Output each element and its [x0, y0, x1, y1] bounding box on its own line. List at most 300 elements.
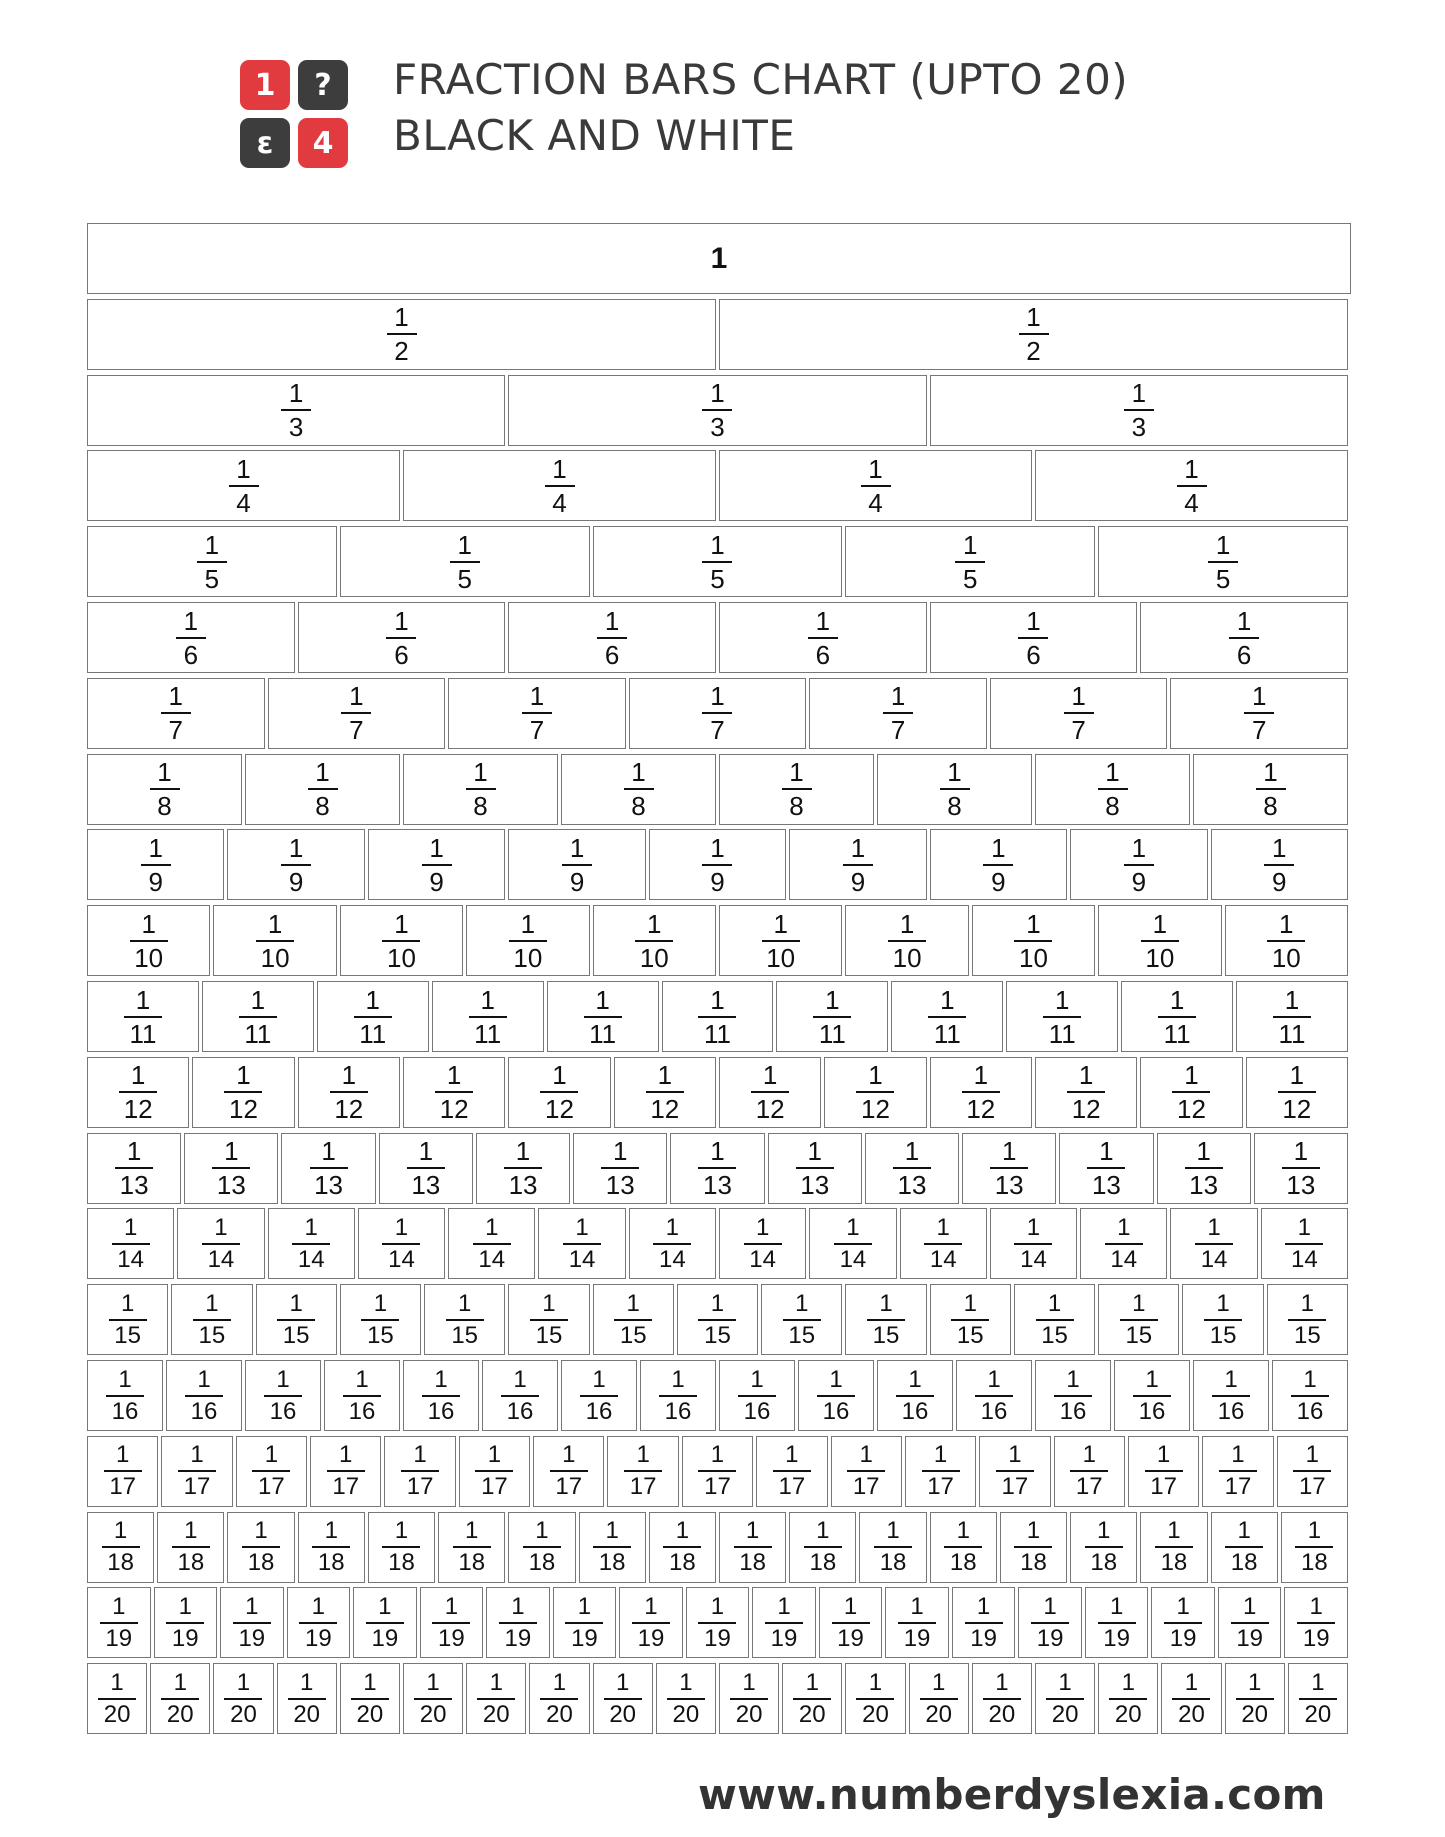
- fraction-denominator: 16: [348, 1397, 376, 1425]
- fraction-numerator: 1: [304, 1213, 318, 1241]
- fraction-label: [940, 757, 970, 822]
- fraction-numerator: 1: [710, 1441, 725, 1469]
- fraction-cell: [859, 1512, 926, 1583]
- fraction-denominator: 11: [1278, 1018, 1306, 1049]
- fraction-label: [1133, 1365, 1171, 1425]
- fraction-denominator: 19: [1036, 1624, 1064, 1652]
- fraction-label: [965, 1592, 1003, 1652]
- fraction-label: [501, 1365, 539, 1425]
- fraction-numerator: 1: [394, 605, 409, 636]
- fraction-cell: [686, 1587, 750, 1658]
- fraction-numerator: 1: [647, 908, 662, 939]
- fraction-cell: [368, 829, 505, 900]
- fraction-cell: [87, 1208, 174, 1279]
- fraction-numerator: 1: [236, 1060, 251, 1091]
- fraction-line: [730, 1698, 768, 1700]
- fraction-cell: [990, 678, 1168, 749]
- fraction-line: [1087, 1167, 1125, 1169]
- fraction-label: [343, 1365, 381, 1425]
- fraction-cell: [287, 1587, 351, 1658]
- fraction-denominator: 16: [111, 1397, 139, 1425]
- fraction-cell: [236, 1436, 307, 1507]
- fraction-denominator: 14: [207, 1245, 235, 1273]
- fraction-numerator: 1: [413, 1441, 427, 1469]
- fraction-cell: [561, 1360, 637, 1431]
- fraction-numerator: 1: [577, 1592, 592, 1620]
- fraction-numerator: 1: [480, 984, 495, 1015]
- fraction-label: [499, 1592, 537, 1652]
- fraction-numerator: 1: [789, 757, 804, 788]
- fraction-numerator: 1: [394, 1517, 409, 1545]
- fraction-label: [432, 1592, 470, 1652]
- fraction-denominator: 10: [387, 942, 416, 973]
- fraction-label: [565, 1592, 603, 1652]
- fraction-denominator: 11: [1048, 1018, 1076, 1049]
- fraction-line: [233, 1622, 271, 1624]
- fraction-denominator: 14: [117, 1245, 144, 1273]
- fraction-numerator: 1: [816, 1517, 830, 1545]
- fraction-row-10: [87, 905, 1351, 978]
- fraction-line: [161, 712, 191, 714]
- title-line-1: FRACTION BARS CHART (UPTO 20): [393, 55, 1129, 104]
- fraction-label: [161, 681, 191, 746]
- fraction-line: [193, 1319, 231, 1321]
- fraction-label: [1019, 302, 1049, 367]
- fraction-numerator: 1: [542, 1289, 556, 1317]
- fraction-denominator: 19: [1103, 1624, 1130, 1652]
- fraction-denominator: 15: [535, 1321, 563, 1349]
- fraction-label: [477, 1668, 515, 1728]
- fraction-cell: [1170, 1208, 1257, 1279]
- fraction-line: [646, 1091, 684, 1093]
- fraction-cell: [1140, 602, 1348, 673]
- fraction-denominator: 10: [1271, 942, 1301, 973]
- fraction-line: [1014, 940, 1052, 942]
- fraction-label: [1293, 1443, 1331, 1499]
- fraction-cell: [1218, 1587, 1282, 1658]
- fraction-label: [124, 984, 162, 1049]
- fraction-label: [867, 1289, 905, 1349]
- fraction-cell: [87, 1360, 163, 1431]
- fraction-line: [407, 1167, 445, 1169]
- fraction-cell: [573, 1133, 667, 1204]
- fraction-line: [990, 1167, 1028, 1169]
- fraction-cell: [719, 905, 842, 976]
- fraction-cell: [885, 1587, 949, 1658]
- fraction-denominator: 12: [755, 1094, 785, 1125]
- fraction-denominator: 9: [850, 866, 866, 897]
- fraction-denominator: 20: [293, 1700, 321, 1728]
- fraction-line: [1264, 864, 1294, 866]
- fraction-denominator: 17: [1150, 1473, 1177, 1501]
- fraction-denominator: 11: [933, 1018, 961, 1049]
- fraction-numerator: 1: [933, 1441, 948, 1469]
- fraction-denominator: 9: [710, 866, 725, 897]
- fraction-label: [782, 757, 812, 822]
- fraction-denominator: 13: [605, 1170, 635, 1201]
- fraction-denominator: 12: [650, 1094, 680, 1125]
- fraction-line: [751, 1091, 789, 1093]
- fraction-cell: [629, 678, 807, 749]
- fraction-denominator: 11: [244, 1018, 272, 1049]
- fraction-cell: [824, 1057, 926, 1128]
- fraction-line: [922, 1470, 960, 1472]
- fraction-label: [256, 908, 294, 973]
- fraction-numerator: 1: [444, 1592, 459, 1620]
- fraction-cell: [353, 1587, 417, 1658]
- fraction-cell: [403, 1057, 505, 1128]
- fraction-line: [242, 1546, 280, 1548]
- fraction-numerator: 1: [110, 1668, 124, 1696]
- fraction-line: [1046, 1698, 1084, 1700]
- fraction-numerator: 1: [130, 1060, 146, 1091]
- fraction-line: [1014, 1243, 1052, 1245]
- fraction-numerator: 1: [378, 1592, 392, 1620]
- fraction-label: [224, 1060, 262, 1125]
- fraction-cell: [798, 1360, 874, 1431]
- fraction-label: [817, 1365, 855, 1425]
- fraction-denominator: 17: [555, 1473, 583, 1501]
- page-title: [393, 52, 1128, 164]
- fraction-numerator: 1: [1297, 1213, 1312, 1241]
- fraction-denominator: 12: [966, 1094, 996, 1125]
- fraction-denominator: 20: [672, 1700, 700, 1728]
- fraction-line: [898, 1622, 936, 1624]
- fraction-label: [580, 1365, 618, 1425]
- fraction-cell: [1035, 1663, 1095, 1734]
- fraction-line: [422, 864, 452, 866]
- fraction-line: [702, 561, 732, 563]
- fraction-denominator: 20: [735, 1700, 763, 1728]
- fraction-line: [351, 1698, 389, 1700]
- fraction-denominator: 9: [991, 866, 1006, 897]
- fraction-numerator: 1: [1078, 1060, 1094, 1091]
- fraction-line: [435, 1091, 473, 1093]
- fraction-label: [597, 605, 627, 670]
- fraction-cell: [607, 1436, 678, 1507]
- fraction-line: [856, 1698, 894, 1700]
- fraction-cell: [202, 981, 314, 1052]
- fraction-line: [102, 1546, 140, 1548]
- fraction-denominator: 11: [1163, 1018, 1191, 1049]
- fraction-label: [1225, 1519, 1263, 1575]
- fraction-denominator: 15: [1293, 1321, 1321, 1349]
- fraction-cell: [533, 1436, 604, 1507]
- fraction-cell: [930, 602, 1138, 673]
- fraction-denominator: 16: [1296, 1397, 1324, 1425]
- fraction-cell: [87, 375, 505, 446]
- fraction-label: [813, 984, 851, 1049]
- fraction-label: [1124, 378, 1154, 443]
- fraction-line: [1043, 1016, 1081, 1018]
- fraction-label: [856, 1668, 894, 1728]
- fraction-line: [239, 1016, 277, 1018]
- fraction-denominator: 20: [356, 1700, 384, 1728]
- fraction-cell-whole: [87, 223, 1351, 294]
- fraction-cell: [508, 829, 645, 900]
- fraction-denominator: 7: [349, 715, 364, 746]
- fraction-denominator: 20: [609, 1700, 637, 1728]
- fraction-numerator: 1: [963, 529, 978, 560]
- fraction-denominator: 17: [778, 1473, 806, 1501]
- fraction-line: [166, 1622, 204, 1624]
- fraction-label: [1231, 1592, 1269, 1652]
- fraction-line: [635, 940, 673, 942]
- fraction-denominator: 10: [513, 942, 543, 973]
- fraction-line: [1208, 561, 1238, 563]
- fraction-cell: [865, 1133, 959, 1204]
- fraction-line: [975, 1395, 1013, 1397]
- fraction-label: [808, 605, 838, 670]
- fraction-numerator: 1: [987, 1365, 1001, 1393]
- fraction-line: [466, 788, 496, 790]
- fraction-denominator: 19: [504, 1624, 532, 1652]
- fraction-line: [1195, 1243, 1233, 1245]
- fraction-label: [469, 984, 507, 1049]
- fraction-denominator: 17: [1224, 1473, 1252, 1501]
- fraction-label: [1109, 1668, 1147, 1728]
- fraction-numerator: 1: [250, 984, 266, 1015]
- fraction-numerator: 1: [141, 908, 156, 939]
- fraction-cell: [831, 1436, 902, 1507]
- fraction-denominator: 10: [766, 942, 796, 973]
- logo-tile-2: ?: [298, 60, 348, 110]
- fraction-cell: [403, 754, 558, 825]
- fraction-label: [1185, 1136, 1223, 1201]
- fraction-label: [962, 1060, 1000, 1125]
- fraction-denominator: 15: [1041, 1321, 1068, 1349]
- fraction-denominator: 6: [1236, 639, 1252, 670]
- fraction-numerator: 1: [363, 1668, 377, 1696]
- fraction-line: [996, 1470, 1034, 1472]
- fraction-cell: [905, 1436, 976, 1507]
- fraction-cell: [930, 1284, 1011, 1355]
- fraction-denominator: 19: [837, 1624, 864, 1652]
- fraction-line: [252, 1470, 290, 1472]
- fraction-line: [361, 1319, 399, 1321]
- fraction-line: [659, 1395, 697, 1397]
- fraction-cell: [670, 1133, 764, 1204]
- fraction-cell: [227, 1512, 294, 1583]
- fraction-label: [119, 1060, 157, 1125]
- fraction-label: [744, 1213, 782, 1273]
- fraction-line: [382, 1546, 420, 1548]
- fraction-cell: [438, 1512, 505, 1583]
- fraction-numerator: 1: [321, 1136, 336, 1167]
- fraction-numerator: 1: [1251, 681, 1267, 712]
- fraction-cell: [1098, 1284, 1179, 1355]
- fraction-row-whole: [87, 223, 1351, 296]
- fraction-cell: [403, 1360, 479, 1431]
- fraction-cell: [719, 754, 874, 825]
- fraction-row-8: [87, 754, 1351, 827]
- fraction-label: [453, 1519, 491, 1575]
- fraction-numerator: 1: [458, 1289, 472, 1317]
- fraction-line: [1109, 1698, 1147, 1700]
- fraction-denominator: 14: [658, 1245, 686, 1273]
- fraction-cell: [553, 1587, 617, 1658]
- fraction-numerator: 1: [184, 1517, 198, 1545]
- fraction-cell: [782, 1663, 842, 1734]
- fraction-cell: [1054, 1436, 1125, 1507]
- fraction-cell: [1085, 1587, 1149, 1658]
- fraction-row-6: [87, 602, 1351, 675]
- fraction-numerator: 1: [1263, 757, 1278, 788]
- fraction-denominator: 13: [216, 1170, 246, 1201]
- fraction-denominator: 19: [1302, 1624, 1330, 1652]
- fraction-cell: [466, 905, 589, 976]
- fraction-label: [351, 1668, 389, 1728]
- fraction-label: [843, 832, 873, 897]
- fraction-cell: [448, 678, 626, 749]
- fraction-line: [924, 1243, 962, 1245]
- fraction-cell: [87, 526, 337, 597]
- fraction-denominator: 13: [314, 1170, 344, 1201]
- fraction-label: [1014, 1213, 1052, 1273]
- fraction-denominator: 9: [288, 866, 304, 897]
- fraction-label: [104, 1443, 142, 1499]
- fraction-line: [308, 788, 338, 790]
- fraction-cell: [930, 1512, 997, 1583]
- fraction-cell: [845, 905, 968, 976]
- fraction-cell: [789, 829, 926, 900]
- fraction-numerator: 1: [879, 1289, 893, 1317]
- fraction-denominator: 18: [458, 1549, 486, 1577]
- fraction-cell: [154, 1587, 218, 1658]
- fraction-denominator: 16: [585, 1397, 613, 1425]
- fraction-label: [698, 1289, 736, 1349]
- fraction-numerator: 1: [157, 757, 172, 788]
- fraction-denominator: 19: [637, 1624, 665, 1652]
- fraction-denominator: 19: [571, 1624, 598, 1652]
- fraction-line: [793, 1698, 831, 1700]
- fraction-label: [100, 1592, 138, 1652]
- fraction-line: [1105, 1243, 1143, 1245]
- fraction-label: [702, 378, 732, 443]
- fraction-denominator: 11: [589, 1018, 617, 1049]
- fraction-label: [773, 1443, 811, 1499]
- fraction-cell: [161, 1436, 232, 1507]
- fraction-label: [563, 1213, 601, 1273]
- fraction-numerator: 1: [991, 832, 1006, 863]
- fraction-line: [477, 1698, 515, 1700]
- fraction-denominator: 8: [631, 791, 646, 822]
- fraction-label: [1288, 1289, 1326, 1349]
- fraction-cell: [277, 1663, 337, 1734]
- fraction-cell: [819, 1587, 883, 1658]
- fraction-row-7: [87, 678, 1351, 751]
- fraction-numerator: 1: [908, 1365, 922, 1393]
- fraction-cell: [529, 1663, 589, 1734]
- fraction-denominator: 19: [770, 1624, 798, 1652]
- fraction-cell: [719, 1360, 795, 1431]
- fraction-numerator: 1: [750, 1365, 764, 1393]
- fraction-label: [762, 908, 800, 973]
- fraction-label: [888, 908, 926, 973]
- fraction-numerator: 1: [1311, 1668, 1325, 1696]
- fraction-cell: [1098, 526, 1348, 597]
- fraction-cell: [340, 1284, 421, 1355]
- fraction-denominator: 12: [229, 1094, 258, 1125]
- fraction-line: [1293, 1470, 1331, 1472]
- fraction-line: [178, 1470, 216, 1472]
- fraction-line: [955, 561, 985, 563]
- fraction-numerator: 1: [631, 757, 646, 788]
- fraction-denominator: 2: [394, 336, 409, 367]
- fraction-label: [130, 908, 168, 973]
- fraction-cell: [593, 526, 843, 597]
- fraction-cell: [1261, 1208, 1348, 1279]
- fraction-cell: [1288, 1663, 1348, 1734]
- fraction-label: [473, 1213, 511, 1273]
- fraction-numerator: 1: [1058, 1668, 1072, 1696]
- fraction-label: [604, 1668, 642, 1728]
- fraction-line: [104, 1470, 142, 1472]
- fraction-cell: [1059, 1133, 1153, 1204]
- fraction-row-11: [87, 981, 1351, 1054]
- fraction-numerator: 1: [511, 1592, 525, 1620]
- fraction-cell: [1140, 1057, 1242, 1128]
- fraction-label: [702, 529, 732, 594]
- fraction-denominator: 15: [788, 1321, 816, 1349]
- fraction-numerator: 1: [1026, 605, 1041, 636]
- fraction-cell: [619, 1587, 683, 1658]
- fraction-cell: [656, 1663, 716, 1734]
- fraction-numerator: 1: [762, 1060, 778, 1091]
- fraction-numerator: 1: [236, 1668, 251, 1696]
- fraction-line: [940, 788, 970, 790]
- fraction-line: [509, 940, 547, 942]
- fraction-label: [540, 1668, 578, 1728]
- fraction-label: [422, 832, 452, 897]
- fraction-line: [1164, 1622, 1202, 1624]
- fraction-line: [951, 1319, 989, 1321]
- fraction-cell: [845, 1284, 926, 1355]
- fraction-line: [1031, 1622, 1069, 1624]
- fraction-numerator: 1: [1300, 1289, 1315, 1317]
- fraction-denominator: 18: [317, 1549, 345, 1577]
- fraction-label: [1229, 605, 1259, 670]
- fraction-cell: [1014, 1284, 1095, 1355]
- fraction-denominator: 14: [749, 1245, 776, 1273]
- fraction-denominator: 18: [388, 1549, 415, 1577]
- fraction-label: [1282, 1136, 1320, 1201]
- fraction-denominator: 14: [297, 1245, 325, 1273]
- fraction-label: [150, 757, 180, 822]
- fraction-denominator: 6: [183, 639, 199, 670]
- fraction-line: [1278, 1091, 1316, 1093]
- fraction-label: [176, 605, 206, 670]
- fraction-denominator: 18: [949, 1549, 977, 1577]
- fraction-numerator: 1: [940, 984, 955, 1015]
- fraction-cell: [719, 1208, 806, 1279]
- fraction-denominator: 18: [879, 1549, 907, 1577]
- fraction-label: [281, 378, 311, 443]
- fraction-label: [1177, 453, 1207, 518]
- fraction-denominator: 19: [304, 1624, 332, 1652]
- fraction-numerator: 1: [355, 1365, 369, 1393]
- fraction-cell: [719, 1663, 779, 1734]
- fraction-cell: [809, 678, 987, 749]
- fraction-line: [1172, 1091, 1210, 1093]
- fraction-denominator: 16: [269, 1397, 297, 1425]
- fraction-denominator: 15: [282, 1321, 310, 1349]
- fraction-numerator: 1: [932, 1668, 946, 1696]
- fraction-numerator: 1: [910, 1592, 924, 1620]
- fraction-line: [1014, 1546, 1052, 1548]
- fraction-label: [1291, 1365, 1329, 1425]
- fraction-cell: [930, 1057, 1032, 1128]
